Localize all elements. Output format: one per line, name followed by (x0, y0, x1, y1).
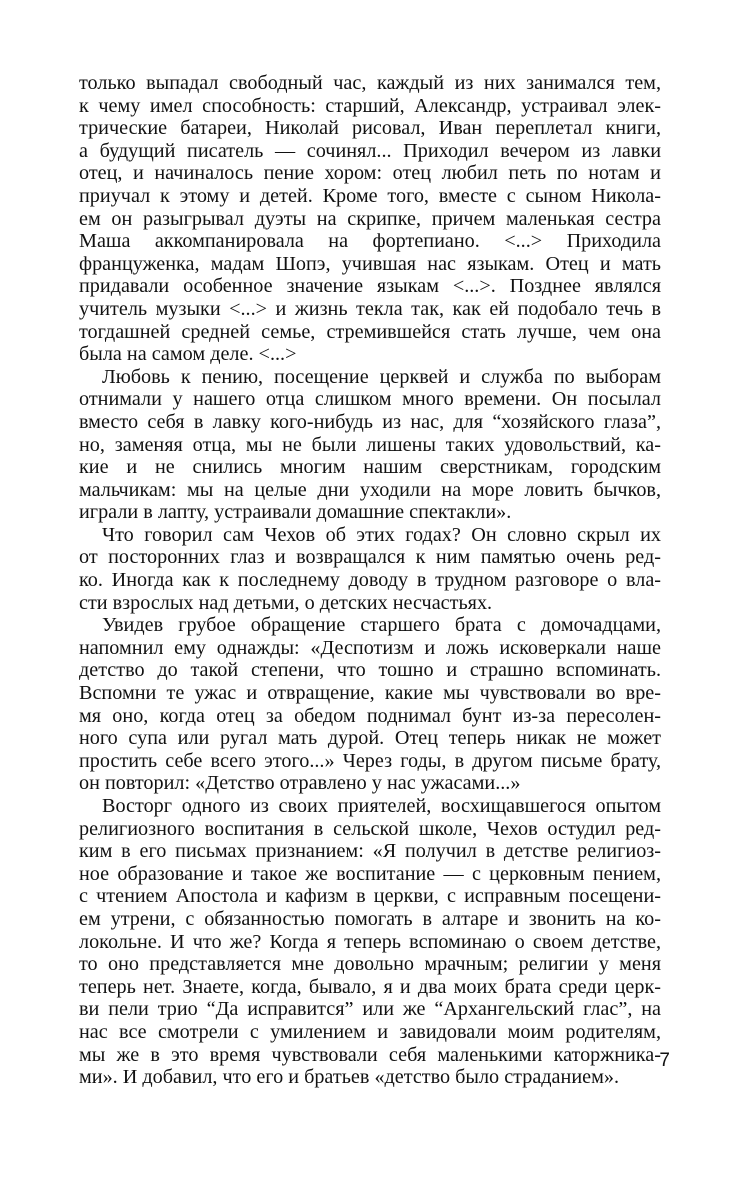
book-page-text (79, 72, 661, 1089)
text-line: учитель музыки <...> и жизнь текла так, как ей подобало течь в (79, 297, 661, 320)
text-line: религиозного воспитания в сельской школе, Чехов остудил ред- (79, 817, 661, 840)
text-line: нас все смотрели с умилением и завидовали моим родителям, (79, 1020, 661, 1043)
text-line: ем утрени, с обязанностью помогать в алтаре и звонить на ко- (79, 907, 661, 930)
paragraph (79, 524, 661, 614)
text-line: кие и не снились многим нашим сверстникам, городским (79, 456, 661, 479)
paragraph (79, 72, 661, 366)
text-line: Увидев грубое обращение старшего брата с домочадцами, (102, 614, 661, 637)
text-line: напомнил ему однажды: «Деспотизм и ложь исковеркали наше (79, 636, 661, 659)
text-line: тогдашней средней семье, стремившейся стать лучше, чем она (79, 320, 661, 343)
text-line: мальчикам: мы на целые дни уходили на море ловить бычков, (79, 478, 661, 501)
page-number: 7 (659, 1050, 670, 1071)
text-line: придавали особенное значение языкам <...>. Позднее являлся (79, 275, 661, 298)
text-line: ким в его письмах признанием: «Я получил в детстве религиоз- (79, 840, 661, 863)
text-line: вместо себя в лавку кого-нибудь из нас, для “хозяйского глаза”, (79, 410, 661, 433)
paragraph (79, 366, 661, 524)
text-line: играли в лапту, устраивали домашние спектакли». (79, 501, 512, 524)
text-line: Любовь к пению, посещение церквей и служба по выборам (102, 365, 661, 388)
text-line: Восторг одного из своих приятелей, восхищавшегося опытом (102, 795, 661, 817)
text-line: ви пели трио “Да исправится” или же “Архангельский глас”, на (79, 998, 661, 1021)
paragraph (79, 614, 661, 795)
text-line: отнимали у нашего отца слишком много времени. Он посылал (79, 388, 661, 411)
text-line: отец, и начиналось пение хором: отец любил петь по нотам и (79, 162, 661, 185)
text-line: трические батареи, Николай рисовал, Иван переплетал книги, (79, 117, 661, 140)
text-line: приучал к этому и детей. Кроме того, вместе с сыном Никола- (79, 184, 661, 207)
text-line: мы же в это время чувствовали себя маленькими каторжника- (79, 1043, 661, 1066)
text-line: он повторил: «Детство отравлено у нас ужасами...» (79, 772, 521, 795)
text-line: то оно представляется мне довольно мрачным; религии у меня (79, 953, 661, 976)
text-line: теперь нет. Знаете, когда, бывало, я и два моих брата среди церк- (79, 975, 661, 998)
text-line: была на самом деле. <...> (79, 343, 297, 366)
text-line: Что говорил сам Чехов об этих годах? Он словно скрыл их (102, 523, 661, 546)
text-line: к чему имел способность: старший, Александр, устраивал элек- (79, 94, 661, 117)
text-line: детство до такой степени, что тошно и страшно вспоминать. (79, 659, 661, 682)
text-line: только выпадал свободный час, каждый из них занимался тем, (79, 72, 661, 94)
text-line: ем он разыгрывал дуэты на скрипке, причем маленькая сестра (79, 207, 661, 230)
text-line: локольне. И что же? Когда я теперь вспоминаю о своем детстве, (79, 930, 661, 953)
text-line: ко. Иногда как к последнему доводу в трудном разговоре о вла- (79, 569, 661, 592)
text-line: мя оно, когда отец за обедом поднимал бунт из-за пересолен- (79, 704, 661, 727)
text-line: Вспомни те ужас и отвращение, какие мы чувствовали во вре- (79, 682, 661, 705)
paragraph (79, 795, 661, 1089)
text-line: от посторонних глаз и возвращался к ним памятью очень ред- (79, 546, 661, 569)
text-line: француженка, мадам Шопэ, учившая нас языкам. Отец и мать (79, 252, 661, 275)
text-line: ми». И добавил, что его и братьев «детство было страданием». (79, 1066, 619, 1089)
text-line: с чтением Апостола и кафизм в церкви, с исправным посещени- (79, 885, 661, 908)
text-line: ное образование и такое же воспитание — с церковным пением, (79, 862, 661, 885)
text-line: простить себе всего этого...» Через годы, в другом письме брату, (79, 749, 661, 772)
text-line: а будущий писатель — сочинял... Приходил вечером из лавки (79, 139, 661, 162)
text-line: Маша аккомпанировала на фортепиано. <...> Приходила (79, 230, 661, 253)
text-line: ного супа или ругал мать дурой. Отец теперь никак не может (79, 727, 661, 750)
text-line: сти взрослых над детьми, о детских несчастьях. (79, 591, 493, 614)
text-line: но, заменяя отца, мы не были лишены таких удовольствий, ка- (79, 433, 661, 456)
